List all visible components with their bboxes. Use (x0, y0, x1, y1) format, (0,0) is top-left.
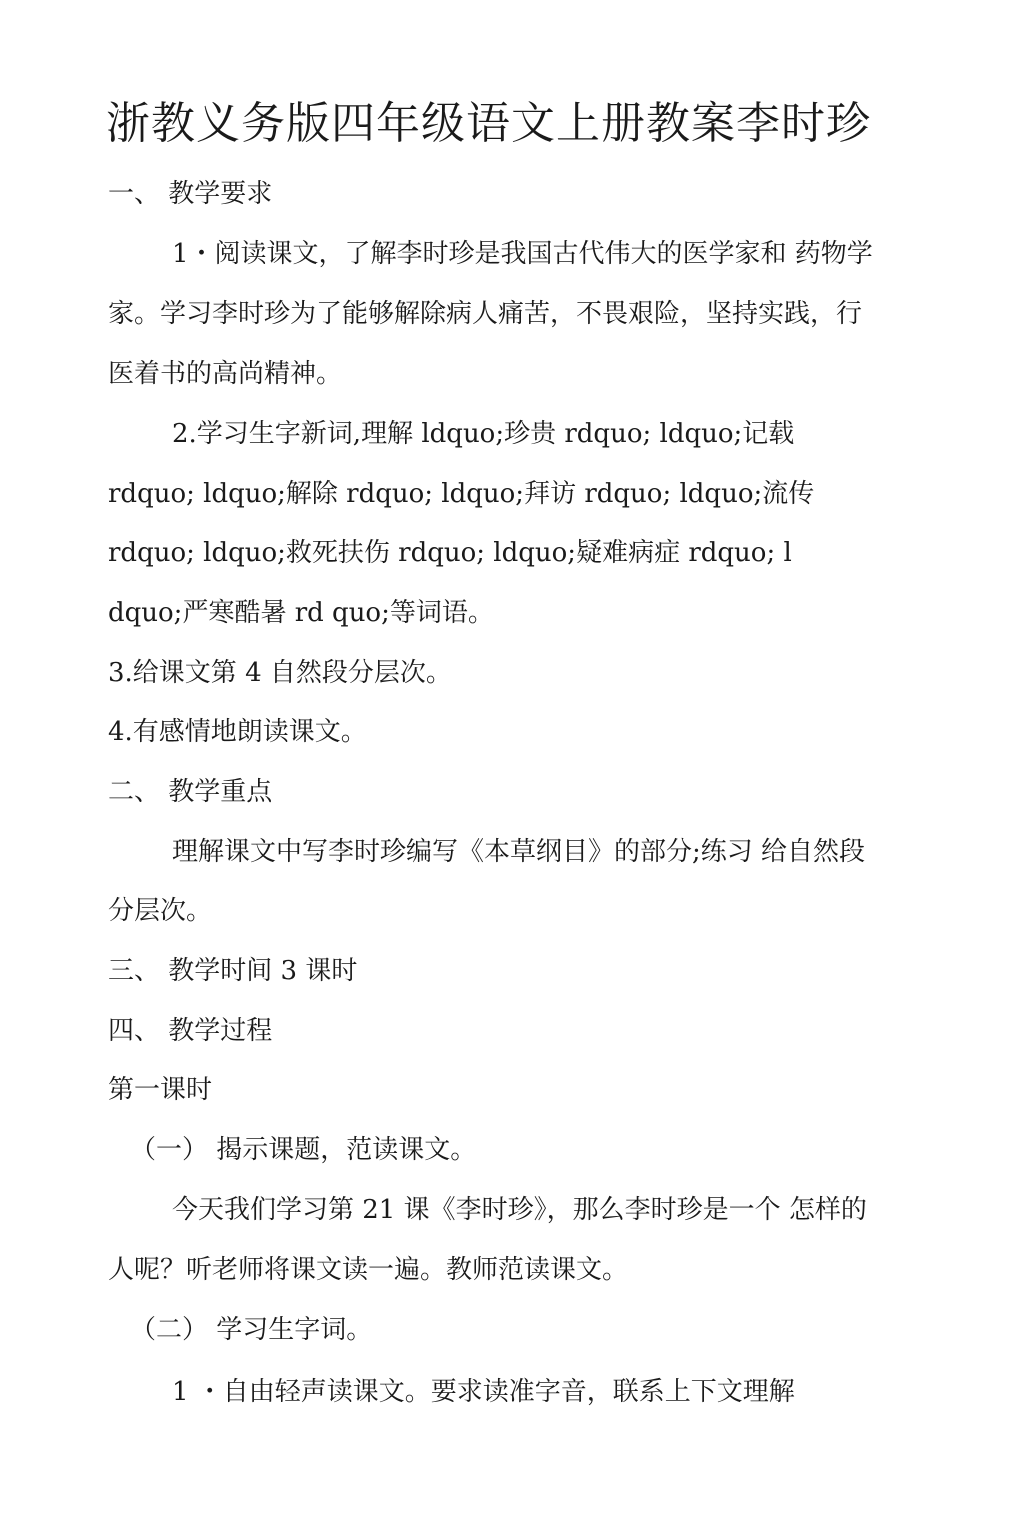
section-heading-teaching-requirements: 一、 教学要求 (108, 179, 273, 209)
paragraph-line: 理解课文中写李时珍编写《本草纲目》的部分;练习 给自然段 (172, 837, 866, 867)
paragraph-line: 4.有感情地朗读课文。 (108, 717, 367, 747)
section-heading-teaching-time: 三、 教学时间 3 课时 (108, 956, 358, 986)
paragraph-line: 分层次。 (108, 896, 213, 926)
section-heading-teaching-focus: 二、 教学重点 (108, 777, 273, 807)
subheading-first-lesson: 第一课时 (108, 1075, 213, 1105)
paragraph-line: 1・阅读课文，了解李时珍是我国古代伟大的医学家和 药物学 (172, 239, 873, 269)
document-title: 浙教义务版四年级语文上册教案李时珍 (106, 98, 871, 149)
section-heading-teaching-process: 四、 教学过程 (108, 1016, 273, 1046)
paragraph-line: 家。学习李时珍为了能够解除病人痛苦，不畏艰险，坚持实践，行 (108, 299, 863, 329)
paragraph-line: 人呢？听老师将课文读一遍。教师范读课文。 (108, 1255, 629, 1285)
step-heading: （二） 学习生字词。 (130, 1315, 373, 1345)
paragraph-line: rdquo; ldquo;救死扶伤 rdquo; ldquo;疑难病症 rdquo; l (108, 538, 792, 568)
paragraph-line: rdquo; ldquo;解除 rdquo; ldquo;拜访 rdquo; ldquo;流传 (108, 479, 815, 509)
paragraph-line: dquo;严寒酷暑 rd quo;等词语。 (108, 598, 494, 628)
paragraph-line: 3.给课文第 4 自然段分层次。 (108, 658, 452, 688)
step-heading: （一） 揭示课题，范读课文。 (130, 1135, 477, 1165)
paragraph-line: 1 ・自由轻声读课文。要求读准字音，联系上下文理解 (172, 1377, 795, 1407)
paragraph-line: 今天我们学习第 21 课《李时珍》，那么李时珍是一个 怎样的 (172, 1195, 867, 1225)
paragraph-line: 医着书的高尚精神。 (108, 359, 343, 389)
paragraph-line: 2.学习生字新词,理解 ldquo;珍贵 rdquo; ldquo;记载 (172, 419, 795, 449)
